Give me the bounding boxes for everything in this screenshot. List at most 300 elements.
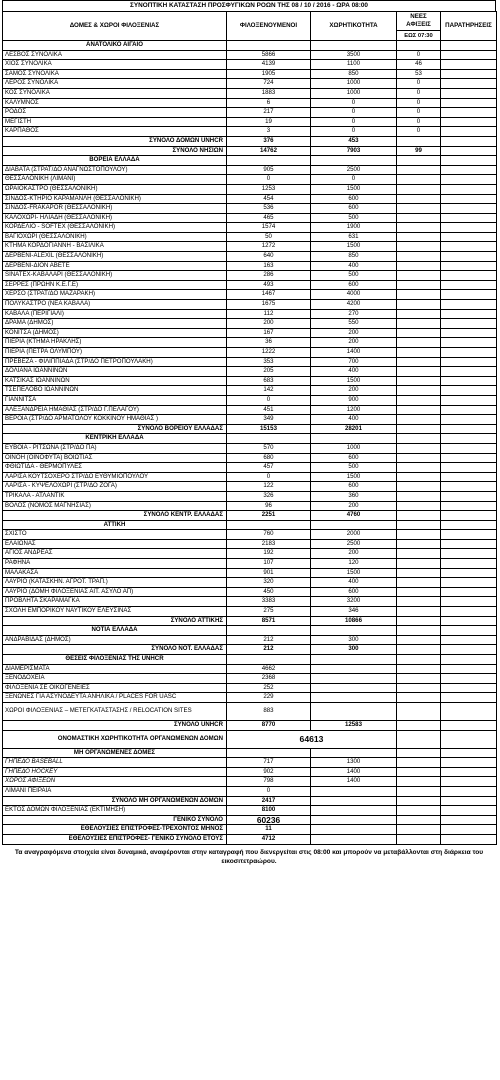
row-label: ΕΘΕΛΟΥΣΙΕΣ ΕΠΙΣΤΡΟΦΕΣ-ΤΡΕΧΟΝΤΟΣ ΜΗΝΟΣ [3, 825, 227, 835]
table-row [3, 338, 497, 348]
row-label: ΓΗΠΕΔΟ HOCKEY [3, 767, 227, 777]
hosted-cell: 717 [227, 758, 311, 768]
capacity-cell: 0 [311, 127, 397, 137]
arrivals-cell [397, 338, 441, 348]
arrivals-cell [397, 424, 441, 434]
table-row [3, 463, 497, 473]
capacity-cell: 1300 [311, 758, 397, 768]
capacity-cell [311, 796, 397, 806]
table-row [3, 367, 497, 377]
row-label: ΣΕΡΡΕΣ (ΠΡΩΗΝ Κ.Ε.Γ.Ε) [3, 280, 227, 290]
notes-cell [441, 348, 497, 358]
notes-cell [441, 357, 497, 367]
capacity-cell: 200 [311, 549, 397, 559]
notes-cell [441, 796, 497, 806]
row-label: ΔΡΑΜΑ (ΔΗΜΟΣ) [3, 319, 227, 329]
arrivals-cell [397, 786, 441, 796]
row-label: ΩΡΑΙΟΚΑΣΤΡΟ (ΘΕΣΣΑΛΟΝΙΚΗ) [3, 184, 227, 194]
hosted-cell: 465 [227, 213, 311, 223]
notes-cell [441, 194, 497, 204]
table-row [3, 261, 497, 271]
capacity-cell [311, 815, 397, 825]
notes-cell [441, 607, 497, 617]
capacity-cell: 400 [311, 367, 397, 377]
table-row [3, 165, 497, 175]
capacity-cell: 1400 [311, 777, 397, 787]
capacity-cell [311, 748, 397, 758]
row-label: ΔΕΡΒΕΝΙ-ALEXIL (ΘΕΣΣΑΛΟΝΙΚΗ) [3, 252, 227, 262]
hosted-cell: 1253 [227, 184, 311, 194]
hosted-cell: 1883 [227, 88, 311, 98]
arrivals-cell [397, 539, 441, 549]
row-label: ΜΕΓΙΣΤΗ [3, 117, 227, 127]
hosted-cell: 8770 [227, 720, 311, 730]
hosted-cell [227, 655, 311, 665]
hosted-cell: 217 [227, 108, 311, 118]
hosted-cell: 0 [227, 786, 311, 796]
row-label: ΠΙΕΡΙΑ (ΚΤΗΜΑ ΗΡΑΚΛΗΣ) [3, 338, 227, 348]
hosted-cell: 883 [227, 702, 311, 720]
row-label: ΚΟΡΔΕΛΙΟ - SOFTEX (ΘΕΣΣΑΛΟΝΙΚΗ) [3, 223, 227, 233]
section-title: ΜΗ ΟΡΓΑΝΩΜΕΝΕΣ ΔΟΜΕΣ [3, 748, 227, 758]
refugee-flows-table [2, 11, 497, 845]
hosted-cell: 570 [227, 443, 311, 453]
arrivals-cell [397, 664, 441, 674]
notes-cell [441, 271, 497, 281]
hosted-cell: 14762 [227, 146, 311, 156]
hosted-cell: 142 [227, 386, 311, 396]
row-label: ΣΙΝΔΟΣ-FRAKAPOR (ΘΕΣΣΑΛΟΝΙΚΗ) [3, 204, 227, 214]
arrivals-cell [397, 607, 441, 617]
table-row [3, 280, 497, 290]
row-label: ΦΘΙΩΤΙΔΑ - ΘΕΡΜΟΠΥΛΕΣ [3, 463, 227, 473]
table-row [3, 348, 497, 358]
hosted-cell: 1272 [227, 242, 311, 252]
arrivals-cell: 0 [397, 117, 441, 127]
notes-cell [441, 127, 497, 137]
notes-cell [441, 702, 497, 720]
notes-cell [441, 463, 497, 473]
hosted-cell: 4662 [227, 664, 311, 674]
arrivals-cell [397, 290, 441, 300]
table-row [3, 626, 497, 636]
arrivals-cell [397, 405, 441, 415]
header-capacity: ΧΩΡΗΤΙΚΟΤΗΤΑ [311, 12, 397, 41]
notes-cell [441, 424, 497, 434]
row-label: ΔΕΡΒΕΝΙ-ΔΙΟΝ ΑΒΕΤΕ [3, 261, 227, 271]
section-title: ΒΟΡΕΙΑ ΕΛΛΑΔΑ [3, 156, 227, 166]
table-row [3, 834, 497, 844]
capacity-cell [311, 702, 397, 720]
capacity-cell [311, 683, 397, 693]
arrivals-cell [397, 702, 441, 720]
capacity-cell: 1400 [311, 348, 397, 358]
table-row [3, 136, 497, 146]
table-row [3, 511, 497, 521]
capacity-cell: 0 [311, 108, 397, 118]
notes-cell [441, 415, 497, 425]
notes-cell [441, 261, 497, 271]
arrivals-cell [397, 472, 441, 482]
capacity-cell: 300 [311, 645, 397, 655]
table-row [3, 815, 497, 825]
arrivals-cell [397, 271, 441, 281]
capacity-cell [311, 655, 397, 665]
table-row [3, 271, 497, 281]
table-row [3, 482, 497, 492]
arrivals-cell [397, 482, 441, 492]
row-label: ΚΑΛΥΜΝΟΣ [3, 98, 227, 108]
hosted-cell: 0 [227, 472, 311, 482]
row-label: ΣΥΝΟΛΟ ΜΗ ΟΡΓΑΝΩΜΕΝΩΝ ΔΟΜΩΝ [3, 796, 227, 806]
hosted-cell [227, 41, 311, 51]
table-row [3, 635, 497, 645]
row-label: ΛΑΥΡΙΟ (ΔΟΜΗ ΦΙΛΟΞΕΝΙΑΣ ΑΙΤ. ΑΣΥΛΟ ΑΠ) [3, 587, 227, 597]
hosted-cell: 11 [227, 825, 311, 835]
row-label: ΜΑΛΑΚΑΣΑ [3, 568, 227, 578]
row-label: ΒΕΡΟΙΑ (ΣΤΡ/ΔΟ ΑΡΜΑΤΟΛΟΥ ΚΟΚΚΙΝΟΥ ΗΜΑΘΙΑΣ ) [3, 415, 227, 425]
capacity-cell [311, 156, 397, 166]
arrivals-cell [397, 204, 441, 214]
capacity-cell: 400 [311, 415, 397, 425]
capacity-cell: 600 [311, 587, 397, 597]
capacity-cell: 3500 [311, 50, 397, 60]
arrivals-cell [397, 309, 441, 319]
capacity-cell [311, 626, 397, 636]
header-notes: ΠΑΡΑΤΗΡΗΣΕΙΣ [441, 12, 497, 41]
notes-cell [441, 213, 497, 223]
row-label: ΚΑΒΑΛΑ (ΠΕΡΙΓΙΑΛΙ) [3, 309, 227, 319]
row-label: ΠΡΕΒΕΖΑ - ΦΙΛΙΠΠΙΑΔΑ (ΣΤΡ/ΔΟ ΠΕΤΡΟΠΟΥΛΑΚΗ) [3, 357, 227, 367]
header-arrivals-time: ΕΩΣ 07:30 [397, 31, 441, 41]
row-label: ΕΛΑΙΩΝΑΣ [3, 539, 227, 549]
row-label: ΞΕΝΟΔΟΧΕΙΑ [3, 674, 227, 684]
table-row [3, 328, 497, 338]
capacity-cell: 200 [311, 328, 397, 338]
hosted-cell: 326 [227, 491, 311, 501]
hosted-cell: 2251 [227, 511, 311, 521]
arrivals-cell [397, 300, 441, 310]
row-label: ΚΑΡΠΑΘΟΣ [3, 127, 227, 137]
table-row [3, 50, 497, 60]
notes-cell [441, 434, 497, 444]
arrivals-cell [397, 559, 441, 569]
capacity-cell: 360 [311, 491, 397, 501]
hosted-cell: 640 [227, 252, 311, 262]
arrivals-cell [397, 549, 441, 559]
capacity-cell: 1500 [311, 568, 397, 578]
arrivals-cell [397, 252, 441, 262]
table-row [3, 79, 497, 89]
table-row [3, 443, 497, 453]
hosted-cell: 4712 [227, 834, 311, 844]
table-row [3, 376, 497, 386]
hosted-cell: 320 [227, 578, 311, 588]
hosted-cell: 229 [227, 693, 311, 703]
hosted-cell [227, 520, 311, 530]
notes-cell [441, 635, 497, 645]
row-label: ΓΙΑΝΝΙΤΣΑ [3, 395, 227, 405]
notes-cell [441, 520, 497, 530]
table-row [3, 69, 497, 79]
hosted-cell: 376 [227, 136, 311, 146]
table-row [3, 434, 497, 444]
hosted-cell: 902 [227, 767, 311, 777]
table-row [3, 645, 497, 655]
hosted-cell: 2183 [227, 539, 311, 549]
row-label: ΚΟΣ ΣΥΝΟΛΙΚΑ [3, 88, 227, 98]
hosted-cell: 60236 [227, 815, 311, 825]
capacity-cell: 500 [311, 463, 397, 473]
table-row [3, 204, 497, 214]
arrivals-cell [397, 280, 441, 290]
table-row [3, 88, 497, 98]
row-label: ΑΓΙΟΣ ΑΝΔΡΕΑΣ [3, 549, 227, 559]
hosted-cell: 450 [227, 587, 311, 597]
table-row [3, 98, 497, 108]
row-label: ΣΧΙΣΤΟ [3, 530, 227, 540]
capacity-cell [311, 664, 397, 674]
arrivals-cell [397, 825, 441, 835]
report-title: ΣΥΝΟΠΤΙΚΗ ΚΑΤΑΣΤΑΣΗ ΠΡΟΣΦΥΓΙΚΩΝ ΡΟΩΝ ΤΗΣ 08 / 10 / 2016 - ΩΡΑ 08:00 [2, 0, 496, 11]
section-title: ΑΤΤΙΚΗ [3, 520, 227, 530]
notes-cell [441, 443, 497, 453]
capacity-cell: 631 [311, 232, 397, 242]
table-row [3, 767, 497, 777]
hosted-cell: 0 [227, 395, 311, 405]
hosted-cell: 798 [227, 777, 311, 787]
row-label: ΣΑΜΟΣ ΣΥΝΟΛΙΚΑ [3, 69, 227, 79]
notes-cell [441, 626, 497, 636]
table-row [3, 616, 497, 626]
arrivals-cell [397, 597, 441, 607]
capacity-cell [311, 693, 397, 703]
hosted-cell: 1467 [227, 290, 311, 300]
hosted-cell: 724 [227, 79, 311, 89]
arrivals-cell [397, 693, 441, 703]
notes-cell [441, 501, 497, 511]
notes-cell [441, 156, 497, 166]
notes-cell [441, 674, 497, 684]
notes-cell [441, 587, 497, 597]
notes-cell [441, 184, 497, 194]
arrivals-cell [397, 165, 441, 175]
hosted-cell: 457 [227, 463, 311, 473]
table-row [3, 300, 497, 310]
arrivals-cell [397, 328, 441, 338]
table-row [3, 41, 497, 51]
table-row [3, 587, 497, 597]
arrivals-cell [397, 386, 441, 396]
capacity-cell: 600 [311, 194, 397, 204]
capacity-cell: 500 [311, 213, 397, 223]
table-row [3, 501, 497, 511]
notes-cell [441, 223, 497, 233]
table-row [3, 758, 497, 768]
hosted-cell: 19 [227, 117, 311, 127]
row-label: ΧΩΡΟΣ ΑΦΙΞΕΩΝ [3, 777, 227, 787]
hosted-cell: 286 [227, 271, 311, 281]
table-row [3, 786, 497, 796]
capacity-cell: 1400 [311, 767, 397, 777]
hosted-cell [227, 626, 311, 636]
capacity-cell [311, 806, 397, 816]
arrivals-cell [397, 434, 441, 444]
arrivals-cell [397, 626, 441, 636]
hosted-cell: 901 [227, 568, 311, 578]
row-label: ΠΙΕΡΙΑ (ΠΕΤΡΑ ΟΛΥΜΠΟΥ) [3, 348, 227, 358]
hosted-cell: 96 [227, 501, 311, 511]
capacity-cell: 600 [311, 280, 397, 290]
hosted-cell: 50 [227, 232, 311, 242]
capacity-cell: 2000 [311, 530, 397, 540]
capacity-cell: 1000 [311, 79, 397, 89]
arrivals-cell [397, 348, 441, 358]
capacity-cell: 453 [311, 136, 397, 146]
notes-cell [441, 108, 497, 118]
arrivals-cell [397, 720, 441, 730]
hosted-cell: 3 [227, 127, 311, 137]
hosted-cell: 122 [227, 482, 311, 492]
notes-cell [441, 165, 497, 175]
arrivals-cell [397, 136, 441, 146]
hosted-cell: 200 [227, 319, 311, 329]
capacity-cell: 4760 [311, 511, 397, 521]
table-row [3, 748, 497, 758]
arrivals-cell [397, 796, 441, 806]
table-row [3, 568, 497, 578]
notes-cell [441, 777, 497, 787]
arrivals-cell: 0 [397, 98, 441, 108]
capacity-cell: 700 [311, 357, 397, 367]
row-label: ΒΟΛΟΣ (ΝΟΜΟΣ ΜΑΓΝΗΣΙΑΣ) [3, 501, 227, 511]
hosted-cell: 252 [227, 683, 311, 693]
row-label: ΟΙΝΟΗ (ΟΙΝΟΦΥΤΑ) ΒΟΙΩΤΙΑΣ [3, 453, 227, 463]
notes-cell [441, 720, 497, 730]
notes-cell [441, 578, 497, 588]
row-label: ΑΛΕΞΑΝΔΡΕΙΑ ΗΜΑΘΙΑΣ (ΣΤΡ/ΔΟ Γ.ΠΕΛΑΓΟΥ) [3, 405, 227, 415]
row-label: ΣΙΝΔΟΣ-ΚΤΗΡΙΟ ΚΑΡΑΜΑΝΛΗ (ΘΕΣΣΑΛΟΝΙΚΗ) [3, 194, 227, 204]
capacity-cell [311, 434, 397, 444]
capacity-cell [311, 520, 397, 530]
capacity-cell: 4000 [311, 290, 397, 300]
table-row [3, 796, 497, 806]
table-row [3, 357, 497, 367]
capacity-cell: 1900 [311, 223, 397, 233]
hosted-cell: 1905 [227, 69, 311, 79]
row-label: ΟΝΟΜΑΣΤΙΚΗ ΧΩΡΗΤΙΚΟΤΗΤΑ ΟΡΓΑΝΩΜΕΝΩΝ ΔΟΜΩΝ [3, 730, 227, 748]
capacity-cell: 0 [311, 117, 397, 127]
capacity-cell: 300 [311, 635, 397, 645]
hosted-cell: 3383 [227, 597, 311, 607]
arrivals-cell: 0 [397, 108, 441, 118]
row-label: ΞΕΝΩΝΕΣ ΓΙΑ ΑΣΥΝΟΔΕΥΤΑ ΑΝΗΛΙΚΑ / PLACES FOR UASC [3, 693, 227, 703]
row-label: ΦΙΛΟΞΕΝΙΑ ΣΕ ΟΙΚΟΓΕΝΕΙΕΣ [3, 683, 227, 693]
capacity-cell: 600 [311, 204, 397, 214]
arrivals-cell: 46 [397, 60, 441, 70]
capacity-cell: 850 [311, 252, 397, 262]
row-label: ΚΤΗΜΑ ΚΟΡΔΟΓΙΑΝΝΗ - ΒΑΣΙΛΙΚΑ [3, 242, 227, 252]
hosted-cell: 349 [227, 415, 311, 425]
capacity-cell [311, 825, 397, 835]
report-document [2, 0, 496, 866]
capacity-cell: 346 [311, 607, 397, 617]
notes-cell [441, 60, 497, 70]
capacity-cell: 28201 [311, 424, 397, 434]
arrivals-cell [397, 511, 441, 521]
arrivals-cell [397, 376, 441, 386]
row-label: ΧΙΟΣ ΣΥΝΟΛΙΚΑ [3, 60, 227, 70]
arrivals-cell [397, 655, 441, 665]
notes-cell [441, 664, 497, 674]
arrivals-cell [397, 683, 441, 693]
capacity-cell: 550 [311, 319, 397, 329]
capacity-cell: 2500 [311, 539, 397, 549]
notes-cell [441, 834, 497, 844]
arrivals-cell: 0 [397, 127, 441, 137]
hosted-cell: 36 [227, 338, 311, 348]
table-row [3, 290, 497, 300]
table-row [3, 720, 497, 730]
table-row [3, 213, 497, 223]
section-title: ΚΕΝΤΡΙΚΗ ΕΛΛΑΔΑ [3, 434, 227, 444]
hosted-cell: 1675 [227, 300, 311, 310]
capacity-cell: 10866 [311, 616, 397, 626]
arrivals-cell [397, 616, 441, 626]
capacity-cell: 1000 [311, 443, 397, 453]
row-label: ΘΕΣΣΑΛΟΝΙΚΗ (ΛΙΜΑΝΙ) [3, 175, 227, 185]
notes-cell [441, 482, 497, 492]
row-label: ΣΥΝΟΛΟ UNHCR [3, 720, 227, 730]
table-row [3, 683, 497, 693]
arrivals-cell [397, 568, 441, 578]
hosted-cell: 1574 [227, 223, 311, 233]
arrivals-cell: 0 [397, 88, 441, 98]
arrivals-cell [397, 520, 441, 530]
arrivals-cell: 0 [397, 50, 441, 60]
arrivals-cell [397, 194, 441, 204]
hosted-cell: 212 [227, 635, 311, 645]
table-row [3, 146, 497, 156]
notes-cell [441, 338, 497, 348]
table-row [3, 549, 497, 559]
notes-cell [441, 300, 497, 310]
notes-cell [441, 136, 497, 146]
hosted-cell: 8100 [227, 806, 311, 816]
notes-cell [441, 280, 497, 290]
hosted-cell: 760 [227, 530, 311, 540]
row-label: SINATEX-ΚΑΒΑΛΑΡΙ (ΘΕΣΣΑΛΟΝΙΚΗ) [3, 271, 227, 281]
arrivals-cell: 0 [397, 79, 441, 89]
arrivals-cell [397, 758, 441, 768]
arrivals-cell [397, 415, 441, 425]
notes-cell [441, 328, 497, 338]
capacity-cell: 1200 [311, 405, 397, 415]
hosted-cell: 493 [227, 280, 311, 290]
notes-cell [441, 376, 497, 386]
notes-cell [441, 815, 497, 825]
capacity-cell: 4200 [311, 300, 397, 310]
row-label: ΣΥΝΟΛΟ ΔΟΜΩΝ UNHCR [3, 136, 227, 146]
row-label: ΣΥΝΟΛΟ ΚΕΝΤΡ. ΕΛΛΑΔΑΣ [3, 511, 227, 521]
capacity-cell: 400 [311, 578, 397, 588]
table-row [3, 60, 497, 70]
arrivals-cell [397, 443, 441, 453]
table-row [3, 242, 497, 252]
arrivals-cell [397, 530, 441, 540]
table-row [3, 415, 497, 425]
arrivals-cell [397, 261, 441, 271]
